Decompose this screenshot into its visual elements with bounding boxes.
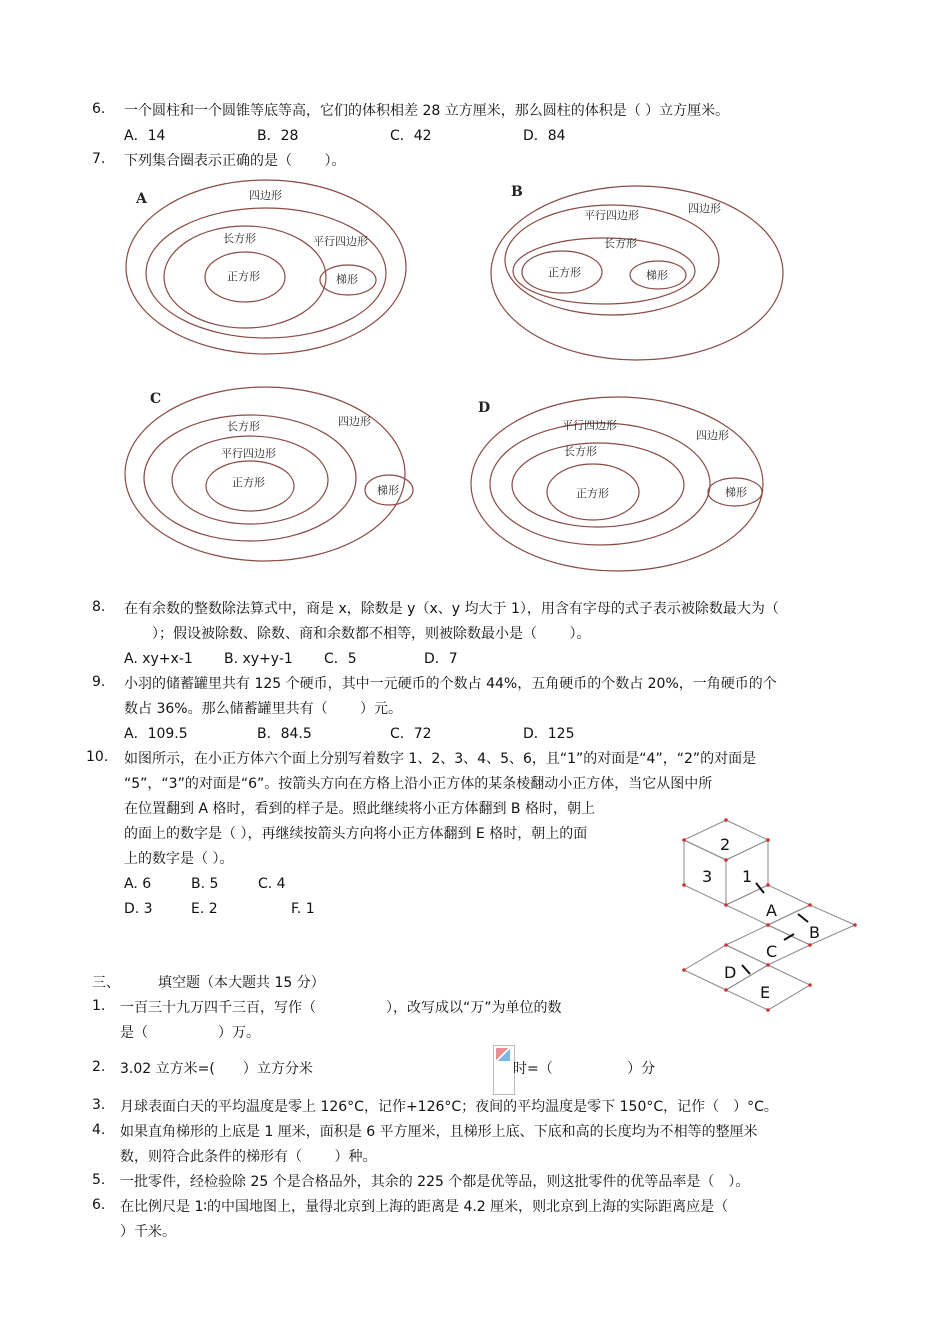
diagram-d-label-5: 梯形: [725, 486, 747, 499]
diagram-b-label-3: 长方形: [604, 237, 637, 250]
grid-cell-e-label: E: [760, 983, 771, 1002]
q10-line3: 在位置翻到 A 格时，看到的样子是。照此继续将小正方体翻到 B 格时，朝上: [124, 801, 595, 817]
f1-line1: 一百三十九万四千三百，写作（ ），改写成以“万”为单位的数: [120, 1000, 562, 1016]
set-diagrams: [0, 0, 950, 600]
f4-line1: 如果直角梯形的上底是 1 厘米，面积是 6 平方厘米，且梯形上底、下底和高的长度均为不相等的整厘米: [120, 1124, 758, 1140]
grid-cell-c-label: C: [766, 942, 778, 961]
diagram-a-label-3: 平行四边形: [313, 235, 368, 248]
f2-right: 时=（ ）分: [513, 1061, 656, 1077]
grid-cell-d-label: D: [724, 963, 737, 982]
q7-number: 7.: [92, 151, 106, 167]
q10-option-c: C. 4: [258, 876, 286, 892]
q6-option-a: A．14: [124, 128, 166, 144]
diagram-d-label-2: 四边形: [696, 429, 729, 442]
q8-option-c: C．5: [324, 651, 357, 667]
f4-line2: 数，则符合此条件的梯形有（ ）种。: [120, 1149, 377, 1165]
q10-option-b: B. 5: [191, 876, 219, 892]
diagram-c-label-5: 梯形: [377, 484, 399, 497]
diagram-d-letter: D: [478, 400, 491, 416]
q7-text: 下列集合圈表示正确的是（ ）。: [124, 153, 346, 169]
diagram-a-label-4: 正方形: [227, 270, 260, 283]
f3-number: 3.: [92, 1097, 106, 1113]
q10-option-a: A. 6: [124, 876, 152, 892]
diagram-a-label-1: 四边形: [249, 189, 282, 202]
cube-figure: [670, 810, 870, 1020]
broken-image-icon: [493, 1045, 515, 1095]
diagram-c-label-2: 四边形: [338, 415, 371, 428]
diagram-c: [125, 387, 413, 561]
f1-number: 1.: [92, 998, 106, 1014]
diagram-b-label-5: 梯形: [646, 269, 668, 282]
diagram-b: [491, 184, 783, 360]
q9-option-a: A．109.5: [124, 726, 188, 742]
diagram-a-ellipse-outer: [126, 180, 406, 354]
section3-number: 三、: [92, 975, 120, 991]
cube-face-top-number: 2: [720, 835, 731, 854]
cube-face-right-number: 1: [742, 867, 753, 886]
q9-number: 9.: [92, 674, 106, 690]
grid-cell-b-label: B: [809, 923, 820, 942]
q6-option-c: C．42: [390, 128, 432, 144]
diagram-d-ellipse-inner: [512, 443, 684, 527]
arrow-to-b: [798, 914, 808, 922]
broken-image-glyph: [496, 1048, 510, 1061]
diagram-c-label-1: 长方形: [227, 420, 260, 433]
diagram-a: [126, 180, 406, 354]
diagram-d-label-3: 长方形: [564, 445, 597, 458]
f4-number: 4.: [92, 1122, 106, 1138]
f6-line1: 在比例尺是 1∶的中国地图上，量得北京到上海的距离是 4.2 厘米，则北京到上海的实际距离应是（: [120, 1199, 729, 1215]
q6-text: 一个圆柱和一个圆锥等底等高，它们的体积相差 28 立方厘米，那么圆柱的体积是（ ）立方厘米。: [124, 103, 730, 119]
f2-number: 2.: [92, 1059, 106, 1075]
f1-line2: 是（ ）万。: [120, 1025, 260, 1041]
q9-option-b: B．84.5: [257, 726, 312, 742]
f5-number: 5.: [92, 1172, 106, 1188]
q9-option-c: C．72: [390, 726, 432, 742]
q10-line5: 上的数字是（ ）。: [124, 851, 234, 867]
q10-number: 10.: [86, 749, 109, 765]
q10-options-row2: [124, 899, 315, 919]
diagram-a-label-5: 梯形: [336, 273, 358, 286]
cube-face-left-number: 3: [702, 867, 713, 886]
q10-line4: 的面上的数字是（ ），再继续按箭头方向将小正方体翻到 E 格时，朝上的面: [124, 826, 588, 842]
f2-left: 3.02 立方米=( ）立方分米: [120, 1061, 313, 1077]
diagram-b-label-4: 正方形: [548, 266, 581, 279]
diagram-d-label-1: 平行四边形: [562, 419, 617, 432]
q8-line1: 在有余数的整数除法算式中，商是 x，除数是 y（x、y 均大于 1），用含有字母的式子表示被除数最大为（: [124, 601, 779, 617]
diagram-d-label-4: 正方形: [576, 487, 609, 500]
diagram-c-label-4: 正方形: [232, 476, 265, 489]
q8-option-a: A. xy+x-1: [124, 651, 193, 667]
q10-options-row1: [124, 874, 286, 894]
q8-options: [124, 649, 458, 669]
q10-line1: 如图所示，在小正方体六个面上分别写着数字 1、2、3、4、5、6，且“1”的对面是“4”，“2”的对面是: [124, 751, 757, 767]
q8-option-b: B. xy+y-1: [224, 651, 293, 667]
q6-option-b: B．28: [257, 128, 299, 144]
q6-number: 6.: [92, 101, 106, 117]
q9-options: [124, 724, 575, 744]
q10-option-e: E. 2: [191, 901, 218, 917]
q9-line1: 小羽的储蓄罐里共有 125 个硬币，其中一元硬币的个数占 44%，五角硬币的个数占 20%，一角硬币的个: [124, 676, 777, 692]
f3-text: 月球表面白天的平均温度是零上 126°C，记作+126°C；夜间的平均温度是零下 150°C，记作（ ）°C。: [120, 1099, 778, 1115]
diagram-a-label-2: 长方形: [223, 232, 256, 245]
q8-line2: ）；假设被除数、除数、商和余数都不相等，则被除数最小是（ ）。: [124, 626, 591, 642]
q6-option-d: D．84: [523, 128, 566, 144]
q8-option-d: D．7: [424, 651, 458, 667]
grid-cell-a-label: A: [766, 901, 777, 920]
diagram-a-letter: A: [136, 191, 147, 207]
diagram-c-ellipse-outer: [125, 387, 405, 561]
q10-option-d: D. 3: [124, 901, 153, 917]
f6-number: 6.: [92, 1197, 106, 1213]
diagram-d: [471, 397, 763, 571]
q10-line2: “5”，“3”的对面是“6”。按箭头方向在方格上沿小正方体的某条棱翻动小正方体，当它从图中所: [124, 776, 713, 792]
diagram-c-label-3: 平行四边形: [221, 447, 276, 460]
section3-title: 填空题（本大题共 15 分）: [158, 975, 325, 991]
f5-text: 一批零件，经检验除 25 个是合格品外，其余的 225 个都是优等品，则这批零件的优等品率是（ ）。: [120, 1174, 750, 1190]
arrow-to-e: [742, 965, 750, 974]
diagram-b-label-1: 平行四边形: [584, 209, 639, 222]
q8-number: 8.: [92, 599, 106, 615]
diagram-b-letter: B: [511, 184, 523, 200]
f6-line2: ）千米。: [120, 1224, 176, 1240]
q9-option-d: D．125: [523, 726, 575, 742]
diagram-b-label-2: 四边形: [688, 202, 721, 215]
q10-option-f: F. 1: [291, 901, 315, 917]
q9-line2: 数占 36%。那么储蓄罐里共有（ ）元。: [124, 701, 403, 717]
diagram-c-letter: C: [150, 391, 162, 407]
